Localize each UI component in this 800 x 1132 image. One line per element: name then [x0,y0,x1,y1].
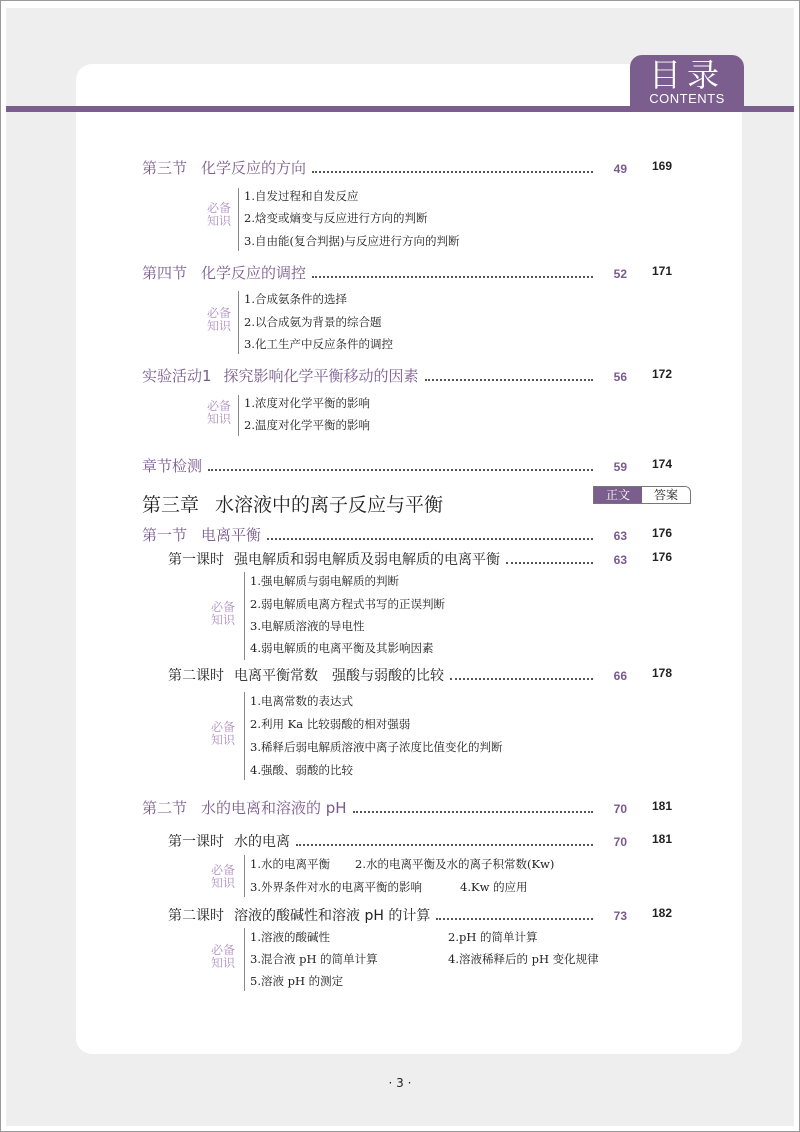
knowledge-item: 2.以合成氨为背景的综合题 [244,315,382,329]
chapter-label: 第三章 [142,494,200,516]
knowledge-tag: 必备 知识 [206,306,231,333]
knowledge-bar [244,855,245,897]
knowledge-item: 4.溶液稀释后的 pH 变化规律 [448,952,599,966]
page-number-main: 56 [613,370,627,384]
page-number-main: 63 [613,529,627,543]
entry-label: 第一节 [142,526,188,544]
toc-entry-lesson[interactable] [168,905,627,925]
knowledge-tag: 必备 知识 [210,863,235,890]
knowledge-item: 4.Kw 的应用 [460,880,528,894]
tab-answers: 答案 [642,487,690,503]
knowledge-tag: 必备 知识 [210,720,235,747]
page-number-main: 66 [613,669,627,683]
page-number-answer: 171 [652,264,673,278]
knowledge-item: 3.混合液 pH 的简单计算 [250,952,378,966]
toc-entry-section-3[interactable] [142,157,627,178]
page-number-main: 59 [613,460,627,474]
leader-dots [208,469,593,471]
knowledge-item: 1.浓度对化学平衡的影响 [244,396,370,410]
knowledge-item: 1.溶液的酸碱性 [250,930,330,944]
entry-label: 第一课时 [168,552,224,568]
entry-label: 第四节 [142,264,188,282]
page-number-main: 52 [613,267,627,281]
knowledge-item: 2.pH 的简单计算 [448,930,538,944]
knowledge-item: 2.焓变或熵变与反应进行方向的判断 [244,211,428,225]
knowledge-item: 5.溶液 pH 的测定 [250,974,344,988]
chapter-title: 水溶液中的离子反应与平衡 [215,494,444,516]
knowledge-item: 2.利用 Ka 比较弱酸的相对强弱 [250,717,411,731]
knowledge-item: 3.外界条件对水的电离平衡的影响 [250,880,422,894]
tab-main-text: 正文 [594,487,642,503]
entry-title: 电离平衡 [201,526,262,544]
knowledge-item: 4.强酸、弱酸的比较 [250,763,353,777]
toc-entry-ch3-section-1[interactable] [142,524,627,545]
page-number-main: 70 [613,802,627,816]
toc-entry-chapter-test[interactable] [142,455,627,476]
page-number-answer: 182 [652,906,673,920]
page-number-answer: 176 [652,526,673,540]
leader-dots [267,538,593,540]
entry-title: 水的电离和溶液的 pH [201,799,347,817]
page-number-answer: 172 [652,367,673,381]
knowledge-item: 2.弱电解质电离方程式书写的正误判断 [250,597,445,611]
knowledge-item: 3.化工生产中反应条件的调控 [244,337,393,351]
knowledge-item: 1.水的电离平衡 [250,857,330,871]
knowledge-item: 1.电离常数的表达式 [250,694,353,708]
toc-entry-experiment-1[interactable] [142,365,627,386]
knowledge-bar [244,692,245,780]
knowledge-bar [238,188,239,251]
entry-label: 实验活动1 [142,367,212,385]
entry-title: 化学反应的调控 [201,264,307,282]
entry-title: 强电解质和弱电解质及弱电解质的电离平衡 [234,552,500,568]
page-subtitle: CONTENTS [649,91,725,106]
page-number-answer: 178 [652,666,673,680]
page-number-answer: 169 [652,159,673,173]
entry-label: 第一课时 [168,834,224,850]
leader-dots [450,678,593,680]
entry-label: 第二节 [142,799,188,817]
entry-title: 溶液的酸碱性和溶液 pH 的计算 [234,908,431,924]
entry-title: 化学反应的方向 [201,159,307,177]
knowledge-bar [238,395,239,436]
page-title: 目录 [648,56,725,94]
leader-dots [506,562,593,564]
knowledge-bar [238,291,239,354]
entry-title: 探究影响化学平衡移动的因素 [223,367,419,385]
page-number-footer: · 3 · [388,1076,412,1090]
entry-label: 第二课时 [168,908,224,924]
entry-title: 电离平衡常数 强酸与弱酸的比较 [234,668,444,684]
knowledge-item: 2.温度对化学平衡的影响 [244,418,370,432]
page-number-answer: 181 [652,832,673,846]
knowledge-tag: 必备 知识 [206,399,231,426]
leader-dots [425,379,593,381]
knowledge-item: 3.稀释后弱电解质溶液中离子浓度比值变化的判断 [250,740,503,754]
column-tabs [593,486,691,504]
knowledge-tag: 必备 知识 [206,201,231,228]
knowledge-bar [244,572,245,660]
toc-entry-lesson[interactable] [168,665,627,685]
page-number-main: 49 [613,162,627,176]
entry-title: 水的电离 [234,834,290,850]
leader-dots [353,811,593,813]
page-number-main: 63 [613,553,627,567]
page-number-main: 70 [613,835,627,849]
knowledge-item: 4.弱电解质的电离平衡及其影响因素 [250,641,434,655]
entry-label: 第三节 [142,159,188,177]
knowledge-bar [244,928,245,991]
entry-label: 章节检测 [142,457,203,475]
knowledge-tag: 必备 知识 [210,600,235,627]
knowledge-item: 1.自发过程和自发反应 [244,189,359,203]
page-number-answer: 174 [652,457,673,471]
title-tab [630,55,744,112]
toc-entry-lesson[interactable] [168,549,627,569]
page-number-answer: 176 [652,550,673,564]
knowledge-tag: 必备 知识 [210,943,235,970]
page-number-main: 73 [613,909,627,923]
toc-entry-lesson[interactable] [168,831,627,851]
toc-entry-section-4[interactable] [142,262,627,283]
chapter-heading [142,490,443,517]
knowledge-item: 1.强电解质与弱电解质的判断 [250,574,399,588]
toc-entry-ch3-section-2[interactable] [142,797,627,818]
knowledge-item: 1.合成氨条件的选择 [244,292,347,306]
knowledge-item: 3.电解质溶液的导电性 [250,619,365,633]
knowledge-item: 3.自由能(复合判据)与反应进行方向的判断 [244,234,460,248]
knowledge-item: 2.水的电离平衡及水的离子积常数(Kw) [355,857,555,871]
leader-dots [296,844,593,846]
leader-dots [312,276,593,278]
entry-label: 第二课时 [168,668,224,684]
leader-dots [312,171,593,173]
page-number-answer: 181 [652,799,673,813]
leader-dots [436,918,593,920]
